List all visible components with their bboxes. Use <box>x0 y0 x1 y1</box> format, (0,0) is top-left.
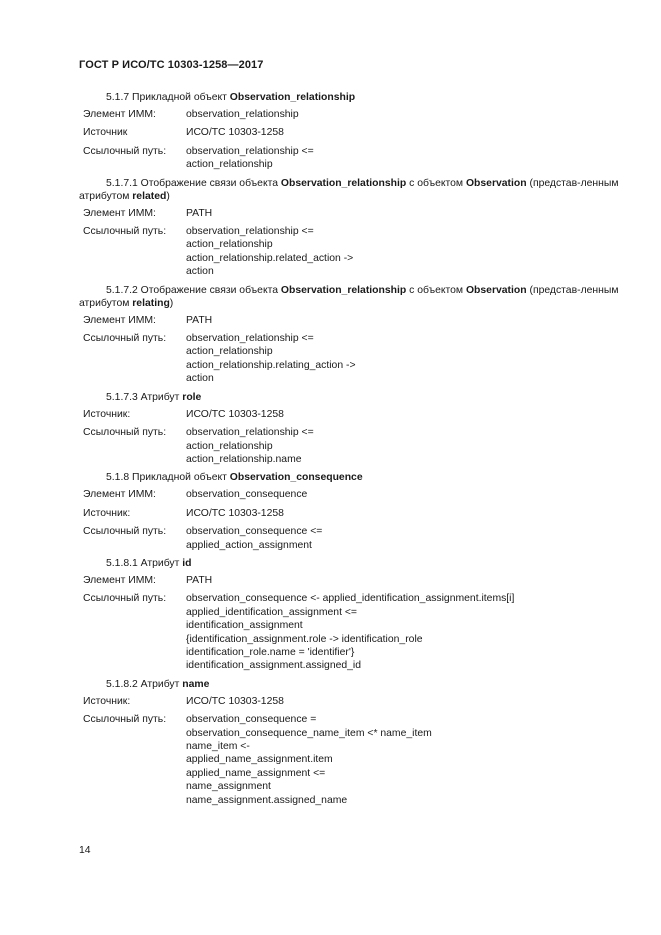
mapping-label: Ссылочный путь: <box>83 526 167 538</box>
mapping-label: Источник: <box>83 507 131 519</box>
mapping-value <box>186 507 624 520</box>
section-heading <box>79 557 624 570</box>
mapping-value-line: observation_relationship <= <box>186 333 314 345</box>
mapping-value <box>186 426 624 466</box>
mapping-label: Источник <box>83 127 128 139</box>
page-number: 14 <box>79 845 91 856</box>
mapping-label: Источник: <box>83 695 131 707</box>
mapping-row <box>79 426 624 466</box>
mapping-value-line: PATH <box>186 207 213 219</box>
mapping-value-line: applied_name_assignment <= <box>186 767 326 779</box>
mapping-value-line: ИСО/ТС 10303-1258 <box>186 695 284 707</box>
section <box>79 391 624 467</box>
section-heading <box>79 91 624 104</box>
mapping-value <box>186 574 624 587</box>
heading-term: Observation_relationship <box>280 284 407 296</box>
mapping-label: Ссылочный путь: <box>83 145 167 157</box>
mapping-label: Ссылочный путь: <box>83 427 167 439</box>
mapping-value-line: ИСО/ТС 10303-1258 <box>186 127 284 139</box>
mapping-value-line: action_relationship <box>186 159 273 171</box>
mapping-row <box>79 507 624 520</box>
mapping-value <box>186 592 624 672</box>
mapping-value <box>186 314 624 327</box>
heading-text: 5.1.8.1 Атрибут <box>106 557 183 569</box>
mapping-value-line: identification_assignment <box>186 620 303 632</box>
heading-text: (представ-ленным атрибутом <box>79 177 619 202</box>
mapping-row <box>79 126 624 139</box>
mapping-value-line: action_relationship.relating_action -> <box>186 359 356 371</box>
heading-text: ) <box>166 190 170 202</box>
mapping-value-line: action_relationship <box>186 346 273 358</box>
mapping-row <box>79 314 624 327</box>
mapping-value-line: observation_consequence <- applied_identification_assignment.items[i] <box>186 593 515 605</box>
mapping-row <box>79 332 624 386</box>
mapping-label: Элемент ИММ: <box>83 574 156 586</box>
heading-term: Observation <box>465 177 527 189</box>
mapping-row <box>79 145 624 172</box>
section <box>79 284 624 386</box>
mapping-value-line: PATH <box>186 574 213 586</box>
heading-text: с объектом <box>406 284 466 296</box>
mapping-value <box>186 225 624 279</box>
mapping-label: Ссылочный путь: <box>83 714 167 726</box>
heading-term: relating <box>132 297 170 309</box>
mapping-label: Элемент ИММ: <box>83 207 156 219</box>
mapping-value <box>186 713 624 807</box>
mapping-value-line: observation_consequence = <box>186 714 317 726</box>
mapping-value <box>186 695 624 708</box>
mapping-value <box>186 332 624 386</box>
mapping-value-line: applied_name_assignment.item <box>186 754 333 766</box>
mapping-value-line: identification_role.name = 'identifier'} <box>186 646 355 658</box>
mapping-value-line: action <box>186 373 214 385</box>
mapping-value-line: action_relationship.related_action -> <box>186 252 354 264</box>
mapping-row <box>79 713 624 807</box>
mapping-value-line: name_item <- <box>186 741 250 752</box>
heading-term: role <box>182 391 202 403</box>
mapping-value-line: {identification_assignment.role -> identification_role <box>186 633 423 645</box>
mapping-value-line: action_relationship.name <box>186 453 302 465</box>
mapping-value <box>186 207 624 220</box>
heading-term: Observation_relationship <box>280 177 407 189</box>
mapping-row <box>79 574 624 587</box>
mapping-value-line: name_assignment <box>186 781 271 793</box>
mapping-value-line: applied_action_assignment <box>186 539 312 551</box>
heading-text: 5.1.8 Прикладной объект <box>106 472 230 484</box>
mapping-row <box>79 525 624 552</box>
document-content <box>79 91 624 812</box>
mapping-value-line: observation_consequence_name_item <* name_item <box>186 727 432 739</box>
document-header: ГОСТ Р ИСО/ТС 10303-1258—2017 <box>79 59 264 71</box>
heading-term: Observation_relationship <box>229 92 356 103</box>
section <box>79 91 624 172</box>
heading-term: related <box>132 190 167 202</box>
section-heading <box>79 391 624 404</box>
mapping-label: Ссылочный путь: <box>83 333 167 345</box>
mapping-row <box>79 488 624 501</box>
mapping-label: Элемент ИММ: <box>83 109 156 120</box>
mapping-value-line: applied_identification_assignment <= <box>186 606 357 618</box>
section <box>79 177 624 279</box>
mapping-value-line: action_relationship <box>186 239 273 251</box>
mapping-value-line: observation_relationship <= <box>186 427 314 439</box>
mapping-label: Ссылочный путь: <box>83 226 167 238</box>
mapping-label: Источник: <box>83 408 131 420</box>
heading-text: (представ-ленным атрибутом <box>79 284 619 309</box>
mapping-value-line: ИСО/ТС 10303-1258 <box>186 507 284 519</box>
mapping-value-line: observation_relationship <= <box>186 145 314 157</box>
heading-text: ) <box>169 297 174 309</box>
heading-text: 5.1.7.3 Атрибут <box>106 391 183 403</box>
section <box>79 471 624 552</box>
heading-term: Observation <box>465 284 527 296</box>
section <box>79 678 624 807</box>
mapping-row <box>79 225 624 279</box>
mapping-value-line: ИСО/ТС 10303-1258 <box>186 408 284 420</box>
mapping-value <box>186 108 624 121</box>
heading-text: 5.1.8.2 Атрибут <box>106 678 183 690</box>
mapping-value <box>186 488 624 501</box>
heading-text: с объектом <box>406 177 466 189</box>
section-heading <box>79 471 624 484</box>
mapping-row <box>79 108 624 121</box>
mapping-row <box>79 695 624 708</box>
section-heading <box>79 678 624 691</box>
mapping-value-line: name_assignment.assigned_name <box>186 794 348 806</box>
section-heading <box>79 177 624 203</box>
mapping-value-line: PATH <box>186 314 213 326</box>
mapping-value <box>186 126 624 139</box>
mapping-value-line: identification_assignment.assigned_id <box>186 660 362 672</box>
mapping-value-line: observation_consequence <= <box>186 526 323 538</box>
heading-text: 5.1.7.2 Отображение связи объекта <box>106 284 281 296</box>
mapping-row <box>79 408 624 421</box>
mapping-value <box>186 525 624 552</box>
mapping-label: Ссылочный путь: <box>83 593 167 605</box>
mapping-value-line: action_relationship <box>186 440 273 452</box>
heading-text: 5.1.7.1 Отображение связи объекта <box>106 177 281 189</box>
mapping-value-line: action <box>186 266 214 278</box>
mapping-row <box>79 207 624 220</box>
heading-text: 5.1.7 Прикладной объект <box>106 92 230 103</box>
mapping-value <box>186 145 624 172</box>
mapping-value-line: observation_consequence <box>186 489 308 501</box>
section-heading <box>79 284 624 310</box>
mapping-value-line: observation_relationship <box>186 109 299 120</box>
heading-term: name <box>182 678 210 690</box>
mapping-value <box>186 408 624 421</box>
mapping-row <box>79 592 624 672</box>
section <box>79 557 624 673</box>
mapping-label: Элемент ИММ: <box>83 489 156 501</box>
heading-term: Observation_consequence <box>229 472 363 484</box>
heading-term: id <box>182 557 192 569</box>
mapping-value-line: observation_relationship <= <box>186 226 314 238</box>
mapping-label: Элемент ИММ: <box>83 314 156 326</box>
